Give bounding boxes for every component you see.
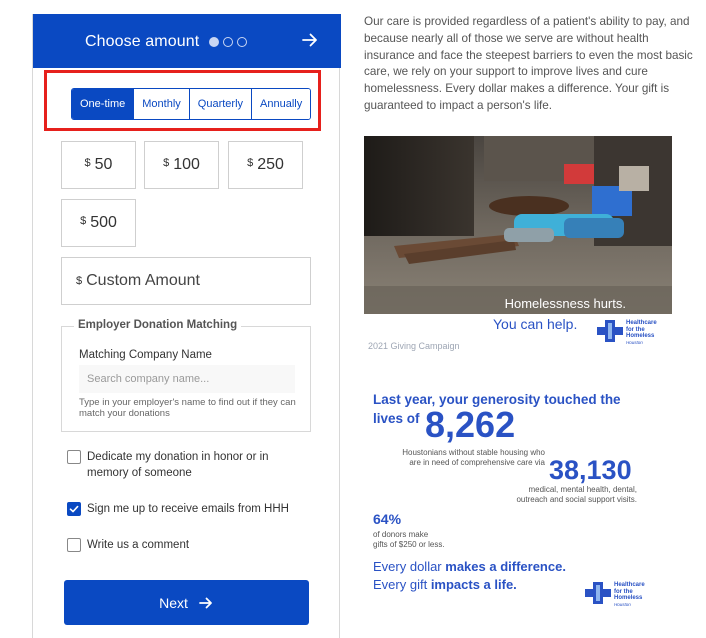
currency-symbol: $ (76, 275, 83, 287)
currency-symbol: $ (247, 157, 254, 169)
currency-symbol: $ (80, 215, 87, 227)
donors-percent: 64% (373, 511, 402, 527)
step-dot-1 (209, 37, 219, 47)
photo-caption: Homelessness hurts. (504, 296, 626, 311)
frequency-annually-button[interactable]: Annually (251, 89, 310, 119)
visits-description-line-1: medical, mental health, dental, (528, 485, 637, 494)
frequency-monthly-button[interactable]: Monthly (133, 89, 189, 119)
amount-50-button[interactable] (61, 141, 136, 189)
every-gift-text: Every gift (373, 577, 428, 592)
amount-value: 100 (173, 156, 200, 173)
amount-value: 250 (257, 156, 284, 173)
visits-description (465, 485, 637, 505)
dedicate-checkbox[interactable] (67, 450, 81, 464)
checkmark-icon (69, 504, 79, 514)
stats-heading: Last year, your generosity touched the (373, 392, 621, 407)
donors-description (373, 530, 445, 550)
employer-matching-section (61, 319, 311, 432)
every-dollar-text: Every dollar (373, 559, 442, 574)
step-dot-2 (223, 37, 233, 47)
donation-form (32, 14, 340, 638)
next-button[interactable] (64, 580, 309, 625)
step-dot-3 (237, 37, 247, 47)
visits-description-line-2: outreach and social support visits. (516, 495, 637, 504)
emails-label: Sign me up to receive emails from HHH (87, 503, 289, 515)
matching-company-label: Matching Company Name (79, 349, 212, 361)
every-dollar-line (373, 559, 566, 574)
comment-label: Write us a comment (87, 539, 190, 551)
frequency-one-time-button[interactable]: One-time (72, 89, 133, 119)
donors-description-line-2: gifts of $250 or less. (373, 540, 445, 549)
visits-count: 38,130 (549, 455, 632, 485)
photo-scene (364, 136, 672, 314)
dedicate-label: Dedicate my donation in honor or in memory of someone (87, 451, 269, 479)
custom-amount-input[interactable] (61, 257, 311, 305)
lives-description-line-1: Houstonians without stable housing who (402, 448, 545, 457)
every-gift-emphasis: impacts a life. (430, 577, 517, 592)
every-dollar-emphasis: makes a difference. (445, 559, 566, 574)
amount-500-button[interactable] (61, 199, 136, 247)
medical-cross-icon (597, 320, 623, 342)
employer-matching-legend: Employer Donation Matching (74, 319, 241, 331)
amount-value: 50 (94, 156, 113, 173)
amount-value: 500 (90, 214, 117, 231)
frequency-selector (71, 88, 311, 120)
dedicate-checkbox-row[interactable] (67, 449, 307, 481)
company-search-input[interactable] (79, 365, 295, 393)
custom-amount-placeholder: Custom Amount (86, 272, 200, 289)
form-header-title: Choose amount (85, 33, 200, 50)
matching-help-text: Type in your employer's name to find out if they can match your donations (79, 397, 296, 419)
help-line: You can help. (493, 316, 578, 332)
comment-checkbox-row[interactable] (67, 537, 189, 553)
logo-text: Healthcare for the Homeless Houston (614, 582, 645, 607)
lives-description (385, 448, 545, 468)
description-text: Our care is provided regardless of a patient's ability to pay, and because nearly all of those we serve are without health insurance and face the steepest barriers to even the most basic care, we rely on your support to improve lives and cure homelessness. Every dollar makes a difference. Your gift is guaranteed to impact a person's life. (364, 15, 693, 112)
comment-checkbox[interactable] (67, 538, 81, 552)
step-indicator (209, 37, 247, 47)
hhh-logo-bottom (585, 582, 645, 608)
frequency-quarterly-button[interactable]: Quarterly (189, 89, 251, 119)
amount-100-button[interactable] (144, 141, 219, 189)
campaign-label: 2021 Giving Campaign (368, 341, 460, 351)
every-gift-line (373, 577, 517, 592)
arrow-right-icon[interactable] (301, 31, 319, 49)
campaign-photo (364, 136, 672, 314)
emails-checkbox[interactable] (67, 502, 81, 516)
next-label: Next (159, 594, 188, 611)
emails-checkbox-row[interactable] (67, 501, 289, 517)
currency-symbol: $ (163, 157, 170, 169)
stats-lives-label: lives of (373, 411, 420, 426)
amount-250-button[interactable] (228, 141, 303, 189)
medical-cross-icon (585, 582, 611, 604)
donors-description-line-1: of donors make (373, 530, 429, 539)
currency-symbol: $ (84, 157, 91, 169)
lives-description-line-2: are in need of comprehensive care via (409, 458, 545, 467)
logo-text: Healthcare for the Homeless Houston (626, 320, 657, 345)
arrow-right-icon (198, 595, 214, 611)
form-header (33, 14, 341, 68)
lives-count: 8,262 (425, 404, 516, 445)
hhh-logo (597, 320, 657, 346)
